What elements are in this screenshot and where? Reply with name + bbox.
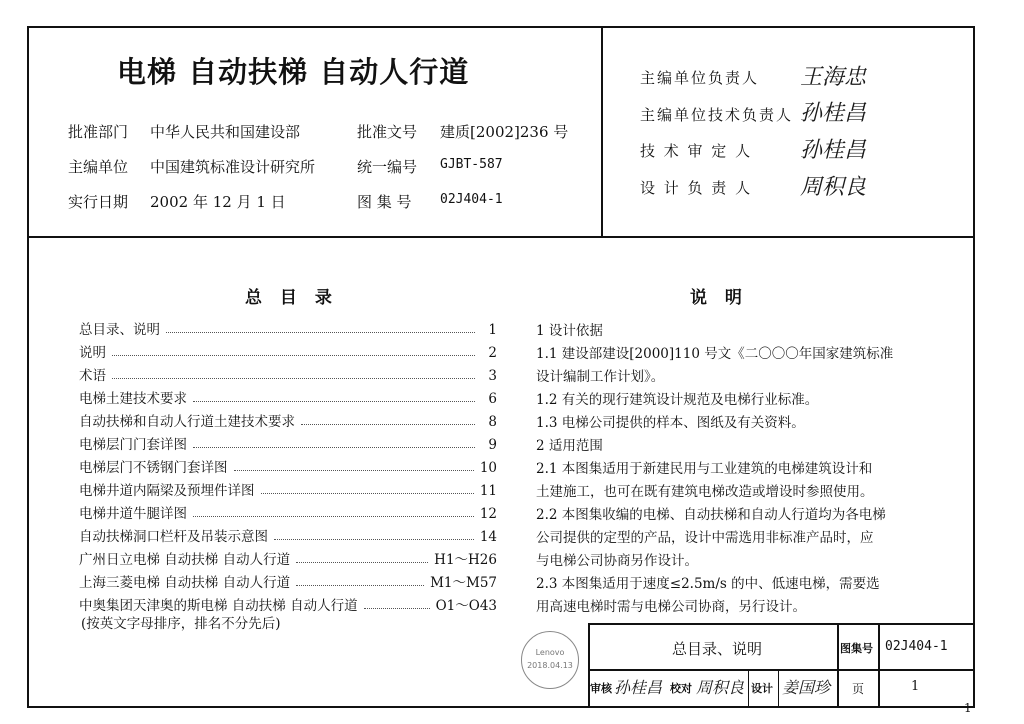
- signature-tech-chief: 孙桂昌: [800, 101, 867, 126]
- toc-item[interactable]: [79, 362, 497, 384]
- toc-leader: [112, 378, 475, 379]
- toc-item-page: H1～H26: [434, 552, 497, 568]
- explanation-line: 设计编制工作计划》。: [536, 369, 665, 385]
- toc-leader: [261, 493, 474, 494]
- explanation-line: 1.2 有关的现行建筑设计规范及电梯行业标准。: [536, 392, 819, 408]
- toc-item-page: 1: [488, 322, 497, 338]
- explanation-line: 公司提供的定型的产品，设计中需选用非标准产品时，应: [536, 530, 874, 546]
- atlas-no-label: 图 集 号: [357, 193, 412, 211]
- page-title: 电梯 自动扶梯 自动人行道: [117, 55, 470, 89]
- explanation-line: 用高速电梯时需与电梯公司协商，另行设计。: [536, 599, 806, 615]
- responsible-role-chief: 主编单位负责人: [640, 69, 760, 87]
- titleblock-top-border: [588, 623, 975, 625]
- explanation-line: 1.3 电梯公司提供的样本、图纸及有关资料。: [536, 415, 805, 431]
- toc-leader: [234, 470, 474, 471]
- unified-no-value: GJBT-587: [440, 157, 503, 172]
- approval-dept-label: 批准部门: [68, 123, 129, 141]
- approval-doc-label: 批准文号: [357, 123, 418, 141]
- toc-item-label: 总目录、说明: [79, 322, 160, 338]
- toc-item-label: 电梯土建技术要求: [79, 391, 187, 407]
- toc-item[interactable]: [79, 523, 497, 545]
- toc-item-label: 电梯层门不锈钢门套详图: [79, 460, 228, 476]
- toc-item-page: 2: [488, 345, 497, 361]
- toc-item-page: 10: [479, 460, 497, 476]
- titleblock-col-divider: [837, 623, 839, 708]
- toc-item-label: 电梯井道内隔梁及预埋件详图: [79, 483, 255, 499]
- titleblock-col-divider: [778, 669, 779, 708]
- effective-date-label: 实行日期: [68, 193, 129, 211]
- page-value: 1: [911, 679, 920, 694]
- toc-item-page: 11: [479, 483, 497, 499]
- toc-leader: [112, 355, 475, 356]
- signature-designer: 周积良: [800, 175, 867, 200]
- page-label: 页: [852, 682, 865, 696]
- responsible-role-reviewer: 技 术 审 定 人: [640, 142, 753, 160]
- titleblock-mid-divider: [588, 669, 975, 671]
- titleblock-atlas-label: 图集号: [840, 642, 873, 655]
- design-label: 设计: [751, 682, 773, 695]
- toc-leader: [193, 516, 474, 517]
- explanation-line: 2.2 本图集收编的电梯、自动扶梯和自动人行道均为各电梯: [536, 507, 886, 523]
- effective-date-value: 2002 年 12 月 1 日: [150, 193, 286, 211]
- toc-leader: [193, 401, 475, 402]
- toc-item[interactable]: [79, 339, 497, 361]
- toc-item-page: 3: [488, 368, 497, 384]
- toc-item-page: 12: [479, 506, 497, 522]
- toc-item-label: 说明: [79, 345, 106, 361]
- toc-leader: [274, 539, 474, 540]
- signature-chief: 王海忠: [800, 65, 867, 90]
- explanation-line: 土建施工，也可在既有建筑电梯改造或增设时参照使用。: [536, 484, 874, 500]
- review-signature: 孙桂昌: [614, 678, 663, 697]
- toc-item-page: 14: [479, 529, 497, 545]
- toc-item[interactable]: [79, 385, 497, 407]
- approval-doc-value: 建质[2002]236 号: [440, 123, 569, 141]
- toc-item-label: 广州日立电梯 自动扶梯 自动人行道: [79, 552, 291, 568]
- toc-item[interactable]: [79, 500, 497, 522]
- toc-item[interactable]: [79, 408, 497, 430]
- explanation-line: 1 设计依据: [536, 323, 603, 339]
- titleblock-col-divider: [748, 669, 749, 708]
- toc-item[interactable]: [79, 316, 497, 338]
- explanation-line: 1.1 建设部建设[2000]110 号文《二〇〇〇年国家建筑标准: [536, 346, 894, 362]
- toc-item-label: 自动扶梯洞口栏杆及吊装示意图: [79, 529, 268, 545]
- toc-item-label: 自动扶梯和自动人行道土建技术要求: [79, 414, 295, 430]
- titleblock-atlas-value: 02J404-1: [885, 639, 948, 654]
- toc-item-label: 电梯层门门套详图: [79, 437, 187, 453]
- atlas-no-value: 02J404-1: [440, 192, 503, 207]
- toc-leader: [166, 332, 475, 333]
- signature-reviewer: 孙桂昌: [800, 138, 867, 163]
- stamp-top-text: Lenovo: [535, 648, 565, 657]
- toc-leader: [296, 585, 424, 586]
- titleblock-col-divider: [878, 623, 880, 708]
- date-stamp: [521, 631, 579, 689]
- toc-item[interactable]: [79, 569, 497, 591]
- toc-item-label: 术语: [79, 368, 106, 384]
- stamp-bottom-text: 2018.04.13: [527, 661, 573, 670]
- toc-leader: [364, 608, 430, 609]
- sheet-title: 总目录、说明: [672, 640, 763, 658]
- toc-item-page: 9: [488, 437, 497, 453]
- toc-leader: [193, 447, 475, 448]
- explanation-heading: 说 明: [690, 288, 748, 308]
- toc-item-page: O1～O43: [435, 598, 497, 614]
- responsible-role-tech-chief: 主编单位技术负责人: [640, 106, 794, 124]
- toc-item[interactable]: [79, 546, 497, 568]
- toc-note: (按英文字母排序，排名不分先后): [81, 616, 281, 632]
- toc-item[interactable]: [79, 454, 497, 476]
- toc-item-label: 电梯井道牛腿详图: [79, 506, 187, 522]
- editor-unit-label: 主编单位: [68, 158, 129, 176]
- header-divider: [27, 236, 975, 238]
- responsible-role-designer: 设 计 负 责 人: [640, 179, 753, 197]
- corner-mark: 1: [964, 701, 972, 715]
- toc-item-page: 6: [488, 391, 497, 407]
- check-signature: 周积良: [696, 678, 745, 697]
- editor-unit-value: 中国建筑标准设计研究所: [150, 158, 316, 176]
- toc-item-label: 上海三菱电梯 自动扶梯 自动人行道: [79, 575, 291, 591]
- explanation-line: 2 适用范围: [536, 438, 603, 454]
- unified-no-label: 统一编号: [357, 158, 418, 176]
- explanation-line: 2.1 本图集适用于新建民用与工业建筑的电梯建筑设计和: [536, 461, 873, 477]
- approval-dept-value: 中华人民共和国建设部: [150, 123, 301, 141]
- toc-item-page: 8: [488, 414, 497, 430]
- header-column-divider: [601, 26, 603, 237]
- toc-item[interactable]: [79, 431, 497, 453]
- toc-item[interactable]: [79, 477, 497, 499]
- toc-leader: [301, 424, 475, 425]
- design-signature: 姜国珍: [782, 678, 831, 697]
- toc-item-page: M1～M57: [430, 575, 497, 591]
- toc-leader: [296, 562, 428, 563]
- explanation-line: 2.3 本图集适用于速度≤2.5m/s 的中、低速电梯，需要选: [536, 576, 880, 592]
- toc-heading: 总 目 录: [245, 288, 338, 308]
- toc-item[interactable]: [79, 592, 497, 614]
- explanation-line: 与电梯公司协商另作设计。: [536, 553, 698, 569]
- toc-item-label: 中奥集团天津奥的斯电梯 自动扶梯 自动人行道: [79, 598, 358, 614]
- review-label: 审核: [590, 682, 612, 695]
- check-label: 校对: [670, 682, 692, 695]
